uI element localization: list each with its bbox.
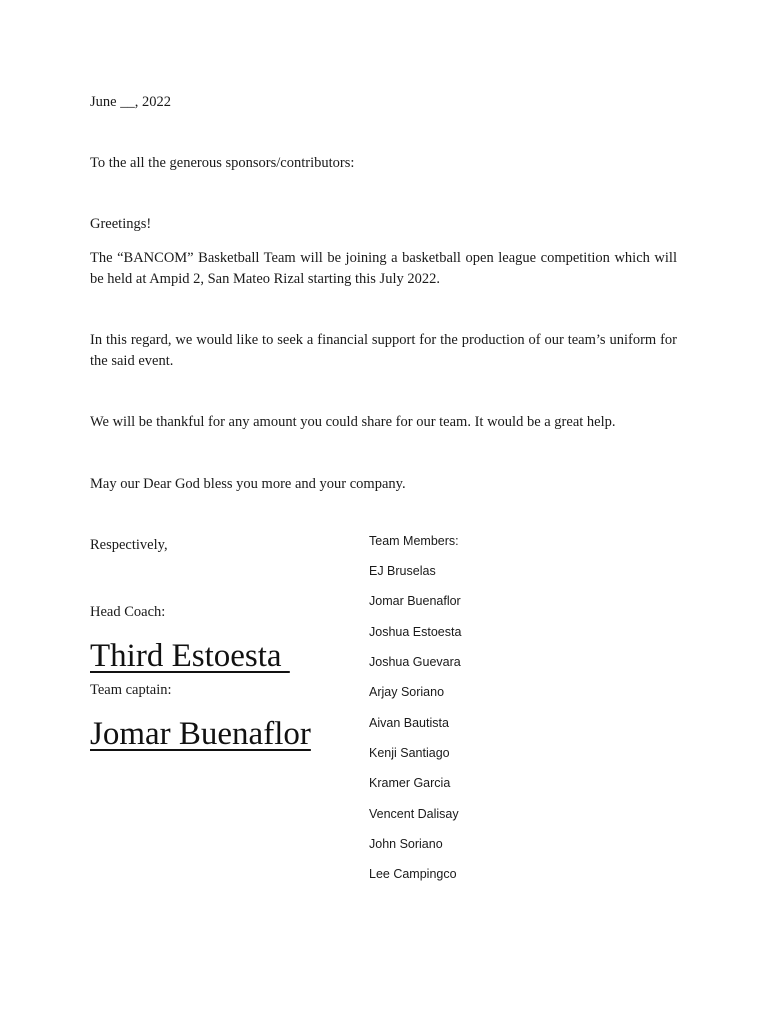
team-members-heading: Team Members: <box>369 534 459 548</box>
paragraph-intro: The “BANCOM” Basketball Team will be joining a basketball open league competition which will be held at Ampid 2, San Mateo Rizal starting this July 2022. <box>90 250 677 287</box>
head-coach-name: Third Estoesta <box>90 638 290 674</box>
letter-date: June __, 2022 <box>90 94 171 110</box>
letter-salutation: To the all the generous sponsors/contributors: <box>90 155 355 171</box>
letter-greeting: Greetings! <box>90 216 152 232</box>
team-member: Jomar Buenaflor <box>369 594 461 608</box>
team-member: Kenji Santiago <box>369 746 450 760</box>
team-member: Kramer Garcia <box>369 776 451 790</box>
team-captain-name: Jomar Buenaflor <box>90 716 311 752</box>
letter-closing: Respectively, <box>90 537 168 553</box>
team-member: Lee Campingco <box>369 867 457 881</box>
team-captain-label: Team captain: <box>90 682 172 698</box>
team-member: Vencent Dalisay <box>369 807 459 821</box>
paragraph-blessing: May our Dear God bless you more and your company. <box>90 476 406 492</box>
paragraph-request: In this regard, we would like to seek a financial support for the production of our team’s uniform for the said event. <box>90 332 677 369</box>
paragraph-thanks: We will be thankful for any amount you could share for our team. It would be a great help. <box>90 414 616 430</box>
team-member: EJ Bruselas <box>369 564 436 578</box>
team-member: John Soriano <box>369 837 443 851</box>
head-coach-label: Head Coach: <box>90 604 166 620</box>
team-member: Aivan Bautista <box>369 716 449 730</box>
team-member: Joshua Estoesta <box>369 625 462 639</box>
team-member: Joshua Guevara <box>369 655 461 669</box>
team-member: Arjay Soriano <box>369 685 445 699</box>
